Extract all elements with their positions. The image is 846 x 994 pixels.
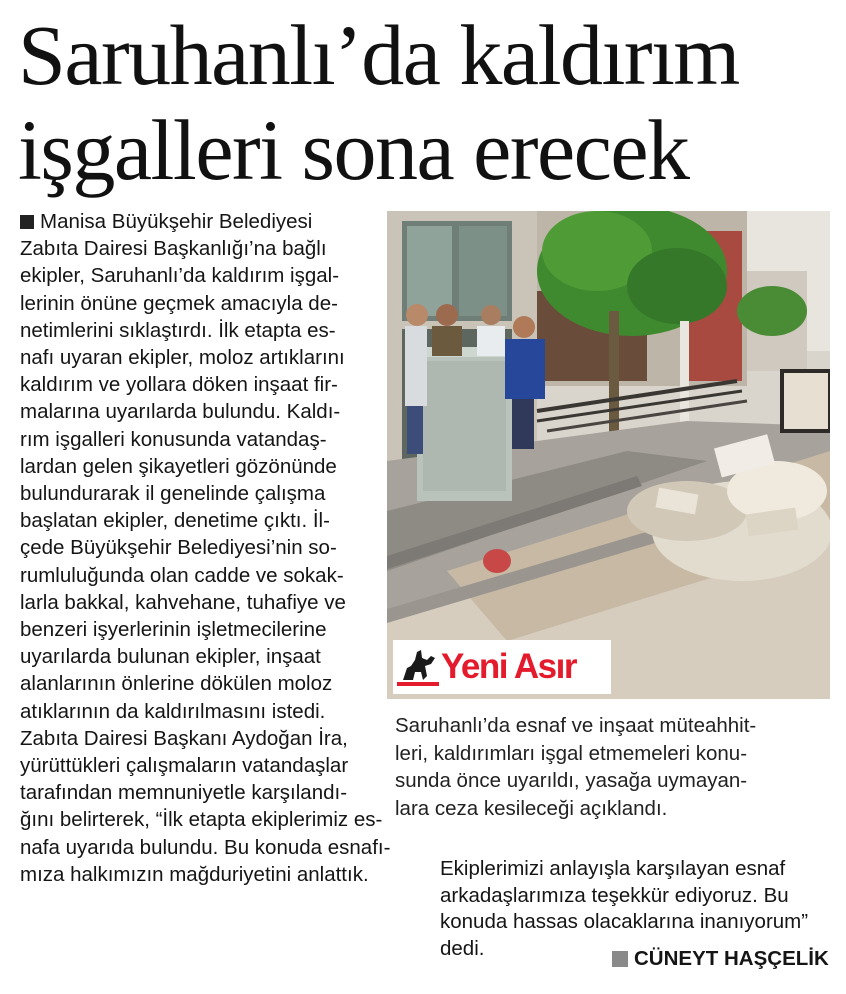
body-line: Zabıta Dairesi Başkanlığı’na bağlı [20,237,327,261]
body-line: rım işgalleri konusunda vatandaş- [20,427,327,451]
body-line: netimlerini sıklaştırdı. İlk etapta es- [20,318,336,342]
body-line: ğını belirterek, “İlk etapta ekiplerimiz es- [20,808,383,832]
body-line: larla bakkal, kahvehane, tuhafiye ve [20,590,346,614]
caption-line: Saruhanlı’da esnaf ve inşaat müteahhit- [395,714,757,737]
body-line: yürüttükleri çalışmaların vatandaşlar [20,754,349,778]
body-line: tarafından memnuniyetle karşılandı- [20,781,348,805]
article-body [20,208,391,888]
body-line: Zabıta Dairesi Başkanı Aydoğan İra, [20,726,348,750]
street-scene-illustration [387,211,830,699]
headline-line-1: Saruhanlı’da kaldırım [18,7,739,103]
byline-square-icon [612,951,628,967]
news-photo [387,211,830,699]
headline-line-2: işgalleri sona erecek [18,102,689,198]
yeni-asir-logo [393,640,611,694]
caption-line: sunda önce uyarıldı, yasağa uymayan- [395,769,748,792]
author-byline [612,946,829,972]
body-line: Ekiplerimizi anlayışla karşılayan esnaf [440,857,786,880]
caption-line: leri, kaldırımları işgal etmemeleri konu- [395,741,748,765]
body-line: uyarılarda bulunan ekipler, inşaat [20,645,321,669]
body-line: mıza halkımızın mağduriyetini anlattık. [20,862,369,886]
body-line: rumluluğunda olan cadde ve sokak- [20,563,344,587]
body-line: nafı uyaran ekipler, moloz artıklarını [20,346,345,370]
body-line: benzeri işyerlerinin işletmecilerine [20,618,327,642]
body-line: malarına uyarılarda bulundu. Kaldı- [20,400,341,424]
horse-rider-icon [397,646,439,688]
body-line: bulundurarak il genelinde çalışma [20,482,326,506]
body-line: ekipler, Saruhanlı’da kaldırım işgal- [20,264,340,288]
body-line: atıklarının da kaldırılmasını istedi. [20,699,326,723]
author-name: CÜNEYT HAŞÇELİK [634,947,829,970]
logo-wordmark: Yeni Asır [441,647,576,686]
caption-line: lara ceza kesileceği açıklandı. [395,796,668,820]
body-line: dedi. [440,936,485,960]
body-line: arkadaşlarımıza teşekkür ediyoruz. Bu [440,883,789,907]
body-line: lardan gelen şikayetleri gözönünde [20,454,337,478]
body-line: lerinin önüne geçmek amacıyla de- [20,291,338,315]
body-line: başlatan ekipler, denetime çıktı. İl- [20,509,330,533]
body-line-1: Manisa Büyükşehir Belediyesi [20,208,385,235]
body-line: nafa uyarıda bulundu. Bu konuda esnafı- [20,835,391,859]
photo-caption [395,712,835,822]
body-line: konuda hassas olacaklarına inanıyorum” [440,910,809,933]
bullet-square-icon [20,215,34,229]
body-line: kaldırım ve yollara döken inşaat fir- [20,373,338,397]
body-line: çede Büyükşehir Belediyesi’nin so- [20,536,337,560]
body-line: alanlarının önlerine dökülen moloz [20,672,333,696]
article-headline [18,8,838,198]
